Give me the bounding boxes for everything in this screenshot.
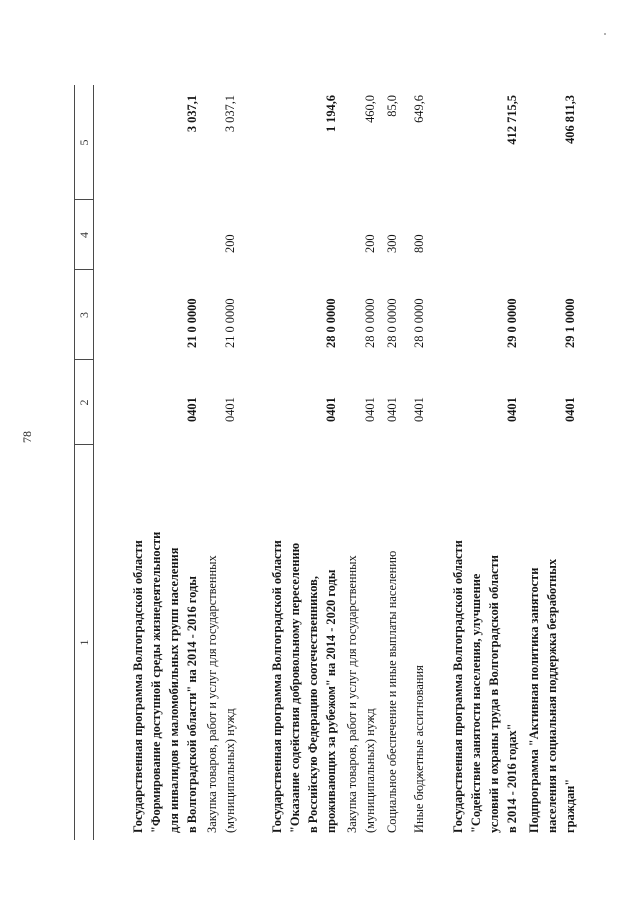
row-amount: 649,6 [412, 95, 426, 123]
column-header-name: 1 [77, 639, 91, 646]
row-name-line: Подпрограмма "Активная политика занятости [527, 567, 541, 833]
row-expense-type: 200 [363, 234, 377, 253]
row-name-line: Закупка товаров, работ и услуг для государственных [205, 555, 219, 833]
row-section-code: 0401 [505, 397, 519, 422]
row-name-line: для инвалидов и маломобильных групп населения [167, 547, 181, 833]
column-header-amount: 5 [77, 139, 91, 146]
row-name-line: "Оказание содействия добровольному переселению [288, 542, 302, 833]
scan-speck [604, 33, 606, 35]
row-name-line: в Российскую Федерацию соотечественников, [306, 576, 320, 833]
row-name-line: в 2014 - 2016 годах" [505, 723, 519, 833]
row-name-line: условий и охраны труда в Волгоградской области [487, 555, 501, 833]
row-target-code: 28 0 0000 [324, 298, 338, 348]
row-amount: 412 715,5 [505, 95, 519, 145]
column-header-expense-type: 4 [77, 232, 91, 238]
row-name-line: (муниципальных) нужд [223, 708, 237, 833]
row-name-line: граждан" [563, 778, 577, 833]
row-expense-type: 300 [385, 234, 399, 253]
row-amount: 85,0 [385, 95, 399, 117]
row-name-line: "Формирование доступной среды жизнедеятельности [149, 531, 163, 833]
row-section-code: 0401 [363, 397, 377, 422]
row-section-code: 0401 [324, 397, 338, 422]
row-name-line: "Содействие занятости населения, улучшение [469, 573, 483, 833]
row-target-code: 28 0 0000 [363, 298, 377, 348]
row-expense-type: 800 [412, 234, 426, 253]
row-amount: 460,0 [363, 95, 377, 123]
column-header-section: 2 [77, 399, 91, 406]
row-name-line: Иные бюджетные ассигнования [412, 665, 426, 833]
row-target-code: 21 0 0000 [223, 298, 237, 348]
row-amount: 406 811,3 [563, 95, 577, 144]
row-amount: 3 037,1 [223, 95, 237, 133]
page-number: 78 [20, 431, 34, 443]
row-expense-type: 200 [223, 234, 237, 253]
row-amount: 3 037,1 [185, 95, 199, 133]
row-name-line: проживающих за рубежом" на 2014 - 2020 годы [324, 569, 338, 833]
row-name-line: населения и социальная поддержка безработных [545, 558, 559, 833]
row-name-line: в Волгоградской области" на 2014 - 2016 годы [185, 576, 199, 833]
row-section-code: 0401 [385, 397, 399, 422]
row-name-line: Закупка товаров, работ и услуг для государственных [345, 555, 359, 833]
row-name-line: Государственная программа Волгоградской области [451, 540, 465, 833]
row-name-line: Социальное обеспечение и иные выплаты населению [385, 550, 399, 833]
row-section-code: 0401 [223, 397, 237, 422]
row-target-code: 28 0 0000 [412, 298, 426, 348]
row-section-code: 0401 [412, 397, 426, 422]
row-target-code: 28 0 0000 [385, 298, 399, 348]
row-name-line: Государственная программа Волгоградской области [131, 540, 145, 833]
column-header-target: 3 [77, 312, 91, 318]
row-target-code: 29 0 0000 [505, 298, 519, 348]
row-amount: 1 194,6 [324, 95, 338, 133]
row-section-code: 0401 [563, 397, 577, 422]
row-target-code: 21 0 0000 [185, 298, 199, 348]
row-name-line: (муниципальных) нужд [363, 708, 377, 833]
row-name-line: Государственная программа Волгоградской области [270, 540, 284, 833]
row-target-code: 29 1 0000 [563, 298, 577, 348]
row-section-code: 0401 [185, 397, 199, 422]
